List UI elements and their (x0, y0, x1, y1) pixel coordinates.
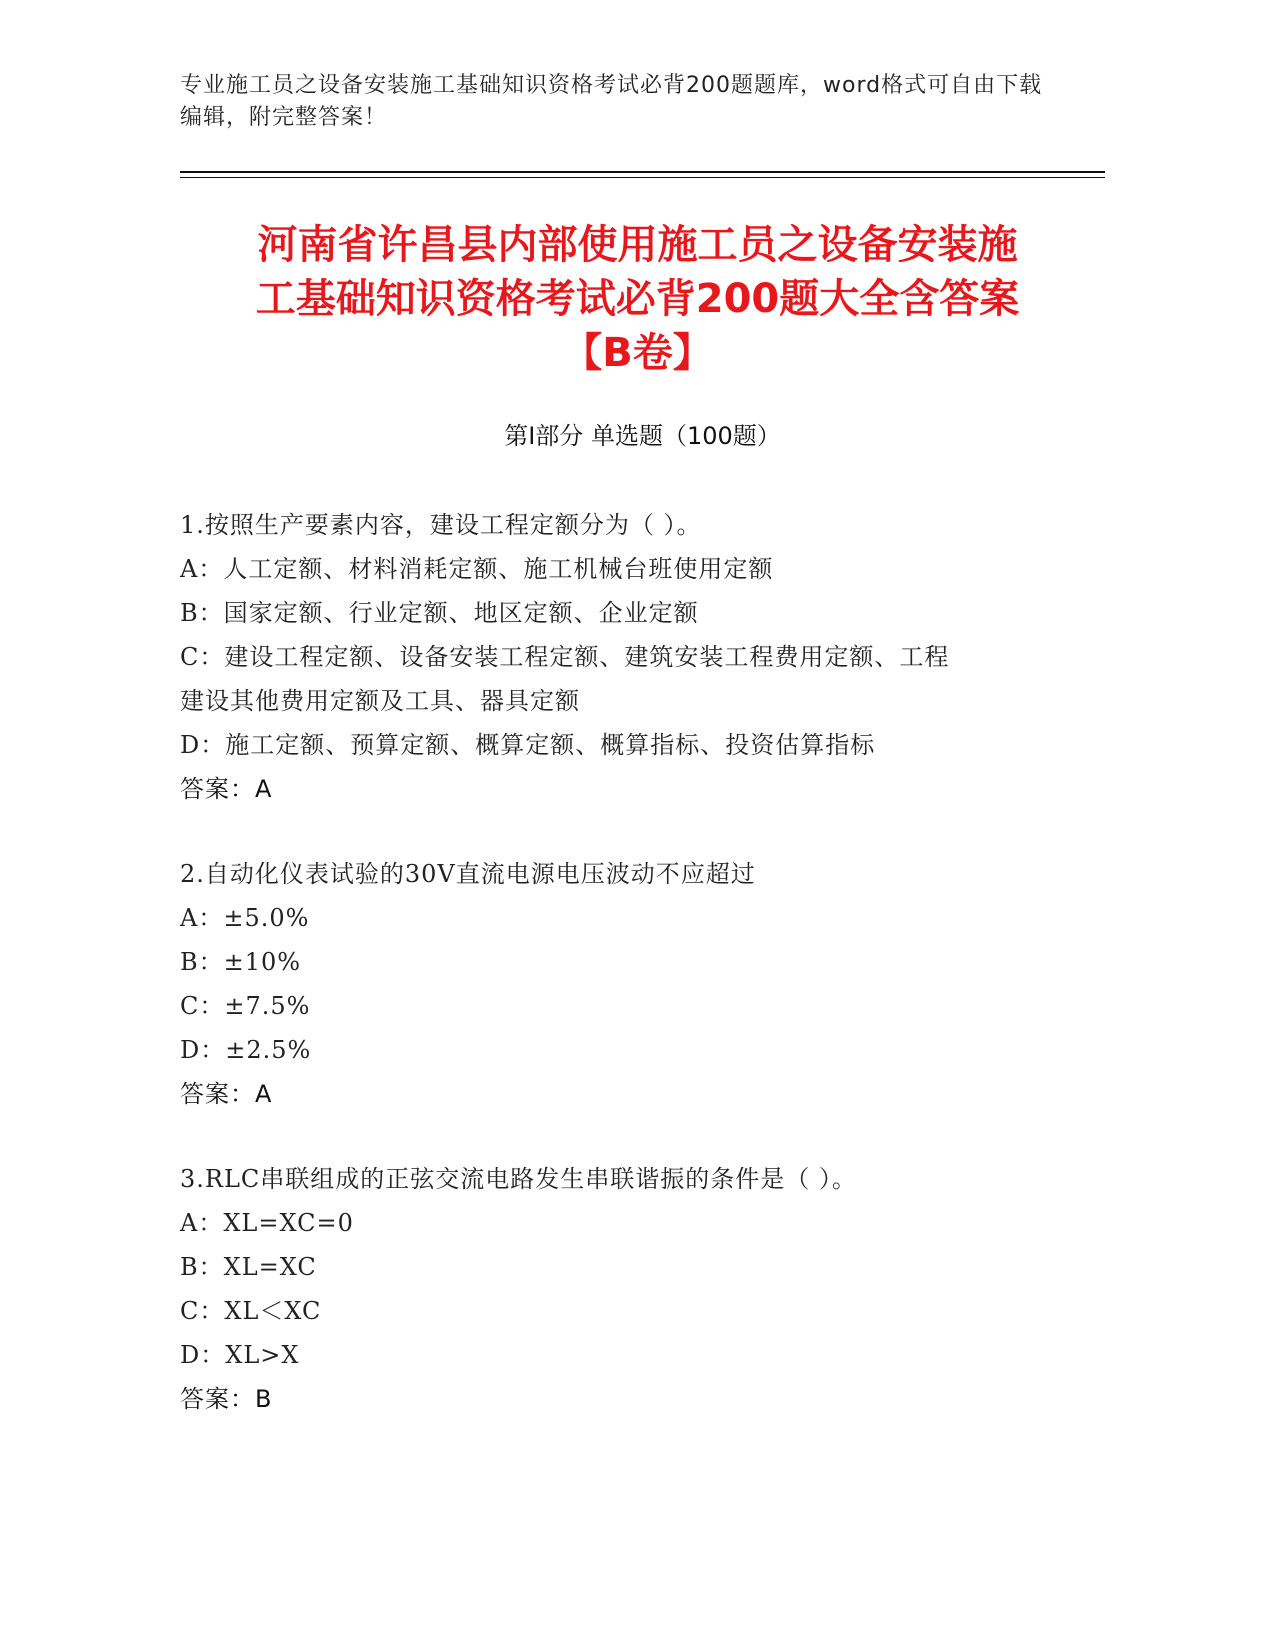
answer: 答案：A (180, 1080, 273, 1108)
header-rule-thin (180, 177, 1105, 178)
question-1 (180, 503, 1040, 811)
header-note: 专业施工员之设备安装施工基础知识资格考试必背200题题库，word格式可自由下载编辑，附完整答案！ (180, 73, 1043, 130)
option-a: A：±5.0% (180, 904, 310, 932)
answer: 答案：B (180, 1385, 273, 1413)
section-heading: 第Ⅰ部分 单选题（100题） (504, 422, 781, 450)
option-d: D：±2.5% (180, 1036, 312, 1064)
question-2 (180, 852, 1040, 1116)
option-b: B：XL=XC (180, 1253, 317, 1281)
option-c: C：XL＜XC (180, 1297, 322, 1325)
answer: 答案：A (180, 775, 273, 803)
option-a: A：XL=XC=0 (180, 1209, 354, 1237)
option-b: B：国家定额、行业定额、地区定额、企业定额 (180, 599, 699, 627)
option-c-line-1: C：建设工程定额、设备安装工程定额、建筑安装工程费用定额、工程 (180, 643, 950, 671)
question-stem: 1.按照生产要素内容，建设工程定额分为（ ）。 (180, 511, 702, 539)
option-c-line-2: 建设其他费用定额及工具、器具定额 (180, 687, 580, 715)
option-d: D：XL>X (180, 1341, 300, 1369)
option-d: D：施工定额、预算定额、概算定额、概算指标、投资估算指标 (180, 731, 876, 759)
option-a: A：人工定额、材料消耗定额、施工机械台班使用定额 (180, 555, 774, 583)
document-title (170, 218, 1105, 380)
question-stem: 2.自动化仪表试验的30V直流电源电压波动不应超过 (180, 860, 756, 888)
title-line-3: 【B卷】 (562, 330, 713, 376)
title-line-2: 工基础知识资格考试必背200题大全含答案 (255, 276, 1020, 322)
title-line-1: 河南省许昌县内部使用施工员之设备安装施 (257, 222, 1018, 268)
header-rule-thick (180, 171, 1105, 173)
question-stem: 3.RLC串联组成的正弦交流电路发生串联谐振的条件是（ ）。 (180, 1165, 857, 1193)
option-b: B：±10% (180, 948, 302, 976)
option-c: C：±7.5% (180, 992, 311, 1020)
question-3 (180, 1157, 1040, 1421)
